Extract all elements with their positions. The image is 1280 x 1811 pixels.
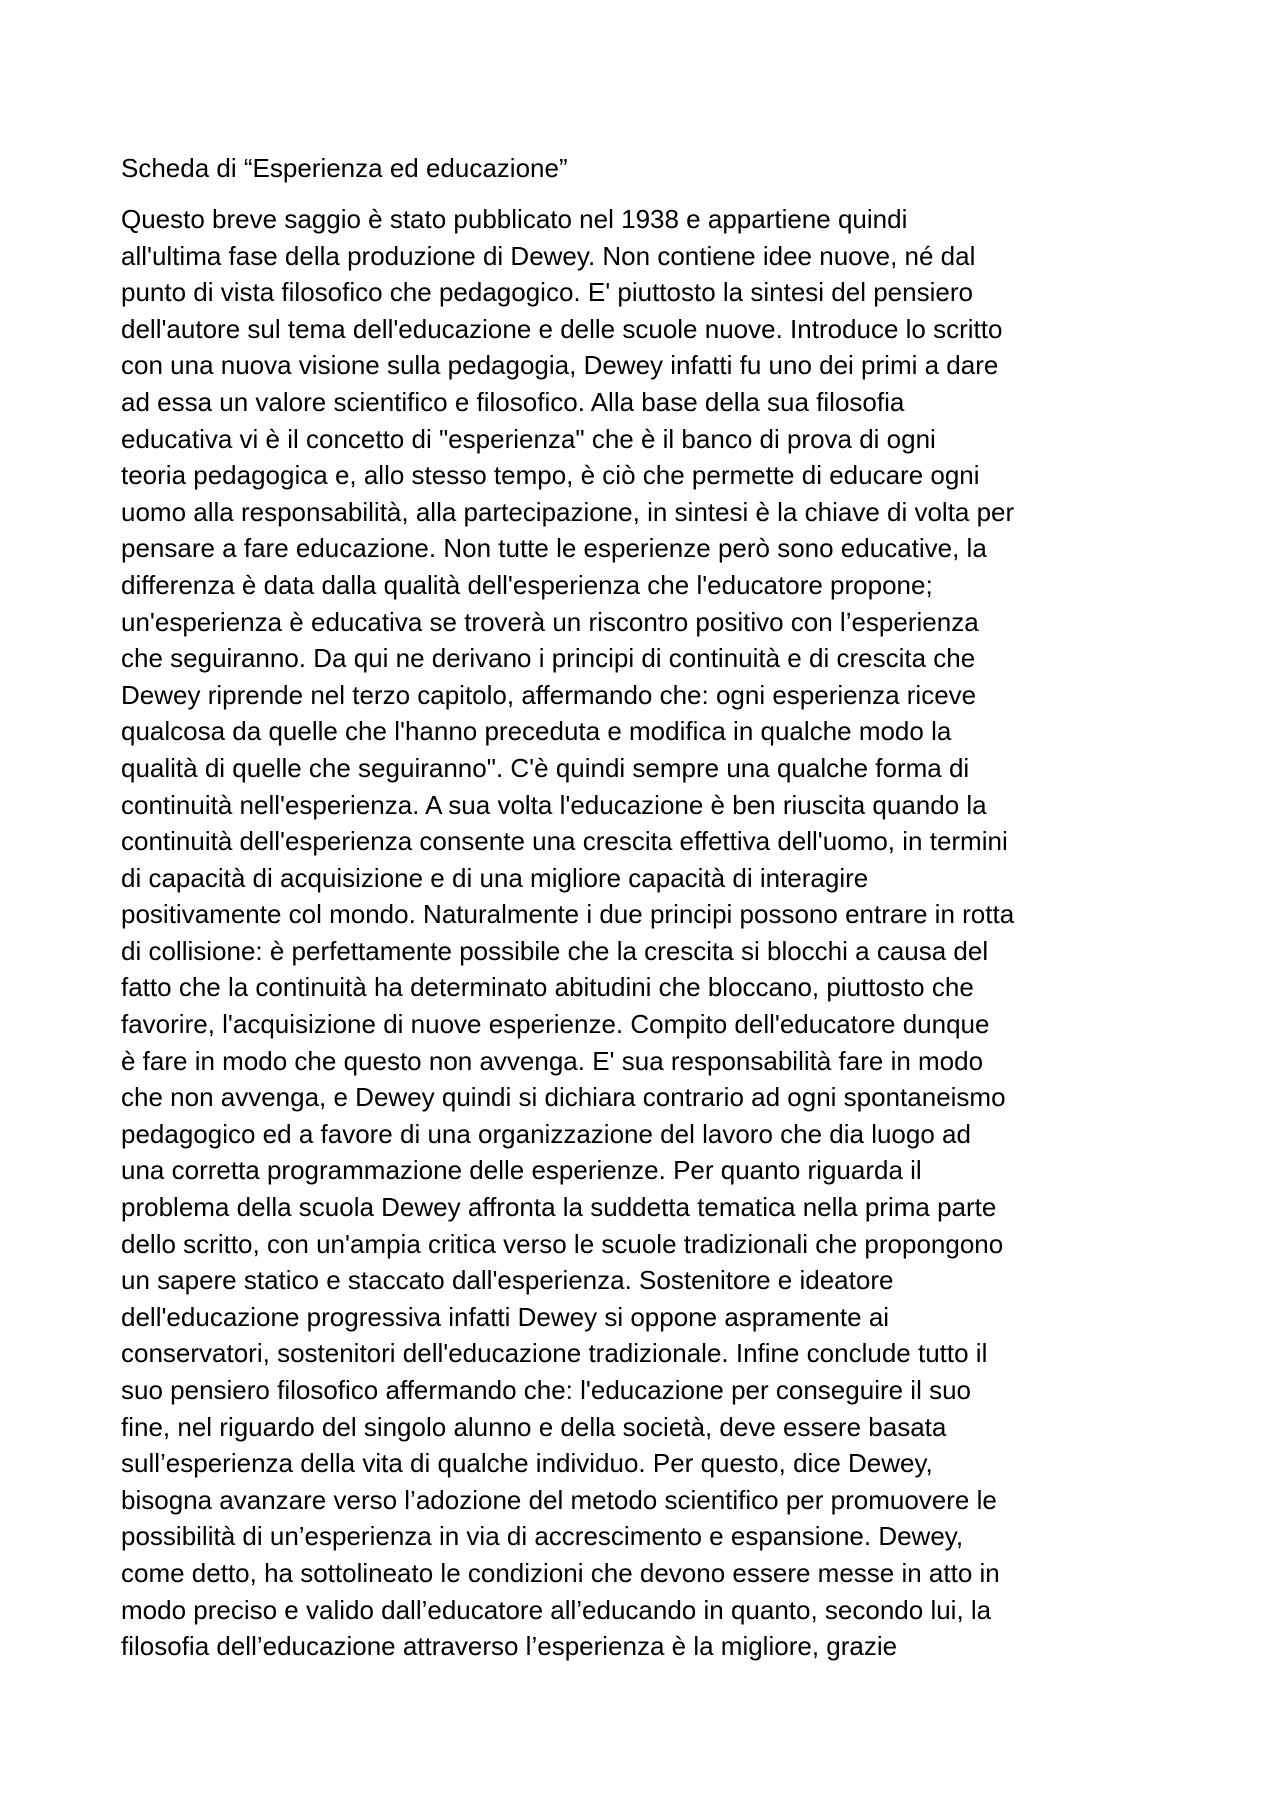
body-line: fine, nel riguardo del singolo alunno e della società, deve essere basata — [121, 1411, 947, 1442]
body-line: dello scritto, con un'ampia critica verso le scuole tradizionali che propongono — [121, 1228, 1004, 1259]
body-line: fatto che la continuità ha determinato abitudini che bloccano, piuttosto che — [121, 972, 974, 1003]
body-line: un'esperienza è educativa se troverà un riscontro positivo con l’esperienza — [121, 606, 979, 637]
body-line: pedagogico ed a favore di una organizzazione del lavoro che dia luogo ad — [121, 1118, 971, 1149]
body-line: una corretta programmazione delle esperienze. Per quanto riguarda il — [121, 1155, 922, 1186]
body-line: Dewey riprende nel terzo capitolo, affermando che: ogni esperienza riceve — [121, 679, 977, 710]
body-line: modo preciso e valido dall’educatore all’educando in quanto, secondo lui, la — [121, 1594, 992, 1625]
body-line: uomo alla responsabilità, alla partecipazione, in sintesi è la chiave di volta per — [121, 496, 1015, 527]
body-line: suo pensiero filosofico affermando che: l'educazione per conseguire il suo — [121, 1375, 972, 1405]
body-line: di collisione: è perfettamente possibile che la crescita si blocchi a causa del — [121, 935, 989, 966]
body-line: continuità nell'esperienza. A sua volta l'educazione è ben riuscita quando la — [121, 789, 987, 820]
body-line: educativa vi è il concetto di "esperienza" che è il banco di prova di ogni — [121, 423, 936, 454]
body-line: favorire, l'acquisizione di nuove esperienze. Compito dell'educatore dunque — [121, 1009, 990, 1040]
body-line: filosofia dell’educazione attraverso l’esperienza è la migliore, grazie — [121, 1631, 898, 1662]
body-line: differenza è data dalla qualità dell'esperienza che l'educatore propone; — [121, 569, 933, 600]
body-line: punto di vista filosofico che pedagogico. E' piuttosto la sintesi del pensiero — [121, 277, 973, 308]
body-line: che seguiranno. Da qui ne derivano i principi di continuità e di crescita che — [121, 643, 976, 674]
body-line: che non avvenga, e Dewey quindi si dichiara contrario ad ogni spontaneismo — [121, 1082, 1006, 1113]
body-line: dell'autore sul tema dell'educazione e delle scuole nuove. Introduce lo scritto — [121, 313, 1003, 344]
body-line: problema della scuola Dewey affronta la suddetta tematica nella prima parte — [121, 1192, 997, 1223]
body-line: dell'educazione progressiva infatti Dewey si oppone aspramente ai — [121, 1301, 890, 1332]
body-line: di capacità di acquisizione e di una migliore capacità di interagire — [121, 862, 869, 893]
body-line: pensare a fare educazione. Non tutte le esperienze però sono educative, la — [121, 533, 987, 564]
body-line: bisogna avanzare verso l’adozione del metodo scientifico per promuovere le — [121, 1484, 997, 1515]
body-line: teoria pedagogica e, allo stesso tempo, è ciò che permette di educare ogni — [121, 460, 980, 491]
body-line: conservatori, sostenitori dell'educazione tradizionale. Infine conclude tutto il — [121, 1338, 988, 1369]
body-line: positivamente col mondo. Naturalmente i due principi possono entrare in rotta — [121, 899, 1015, 930]
body-line: possibilità di un’esperienza in via di accrescimento e espansione. Dewey, — [121, 1521, 964, 1552]
body-line: sull’esperienza della vita di qualche individuo. Per questo, dice Dewey, — [121, 1448, 933, 1479]
document-body — [121, 201, 1221, 1665]
body-line: con una nuova visione sulla pedagogia, Dewey infatti fu uno dei primi a dare — [121, 350, 999, 381]
body-line: qualità di quelle che seguiranno". C'è quindi sempre una qualche forma di — [121, 752, 970, 783]
body-line: all'ultima fase della produzione di Dewey. Non contiene idee nuove, né dal — [121, 240, 976, 271]
body-line: Questo breve saggio è stato pubblicato nel 1938 e appartiene quindi — [121, 204, 908, 234]
body-line: ad essa un valore scientifico e filosofico. Alla base della sua filosofia — [121, 386, 905, 417]
document-title: Scheda di “Esperienza ed educazione” — [121, 153, 568, 183]
body-line: un sapere statico e staccato dall'esperienza. Sostenitore e ideatore — [121, 1265, 894, 1296]
body-line: è fare in modo che questo non avvenga. E' sua responsabilità fare in modo — [121, 1045, 984, 1076]
body-line: come detto, ha sottolineato le condizioni che devono essere messe in atto in — [121, 1557, 1000, 1588]
body-line: continuità dell'esperienza consente una crescita effettiva dell'uomo, in termini — [121, 826, 1008, 857]
body-line: qualcosa da quelle che l'hanno preceduta e modifica in qualche modo la — [121, 716, 952, 747]
